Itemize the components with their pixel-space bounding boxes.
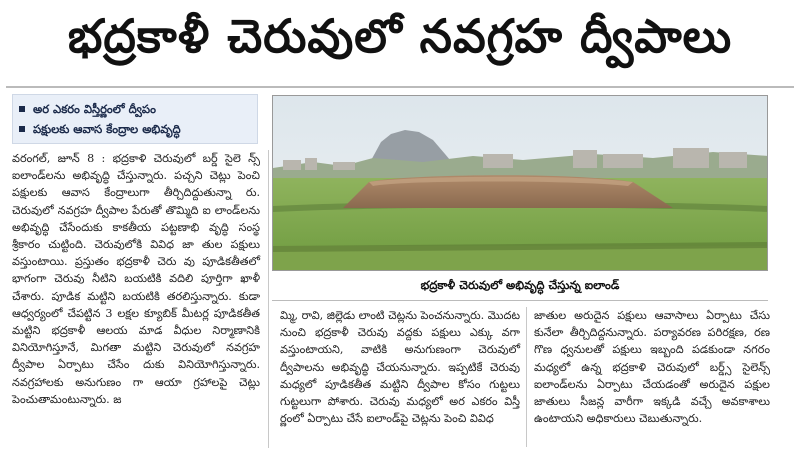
- article-text: మ్మి, రావి, జిల్లెడు లాంటి చెట్లను పెంచనున్నారు. మొదట నుంచి భద్రకాళీ చెరువు వద్దకు పక్షులు ఎక్కు వగా వస్తుంటాయని, వాటికి అనుగుణంగా చెరువులో ద్వీపాలను అభివృద్ధి చేయనున్నారు. ఇప్పటికే చెరువు మధ్యలో పూడికతీత మట్టిని ద్వీపాల కోసం గుట్టలు గుట్టలుగా పోశారు. చెరువు మధ్యలో అర ఎకరం విస్తీ ర్ణంలో ఏర్పాటు చేసే ఐలాండ్‌పై చెట్లను పెంచి వివిధ: [280, 309, 520, 426]
- subhead-item: [19, 99, 251, 119]
- article-text: జాతుల అరుదైన పక్షులు ఆవాసాలు ఏర్పాటు చేసు కునేలా తీర్చిదిద్దనున్నారు. పర్యావరణ పరిరక్షణ, రణ గొణ ధ్వనులతో పక్షులు ఇబ్బంది పడకుండా నగరం మధ్యలో ఉన్న భద్రకాళి చెరువులో బర్డ్స్‌ సైలెన్స్‌ ఐలాండ్‌లను ఏర్పాటు చేయడంతో అరుదైన పక్షుల జాతులు సీజన్ల వారీగా ఇక్కడి వచ్చే అవకాశాలు ఉంటాయని అధికారులు చెబుతున్నారు.: [534, 309, 770, 426]
- caption-rule: [272, 300, 768, 301]
- square-bullet-icon: [19, 106, 25, 112]
- square-bullet-icon: [19, 126, 25, 132]
- article-column-1: [12, 150, 260, 408]
- column-divider: [526, 307, 527, 447]
- column-divider: [268, 150, 269, 448]
- article-column-2: [280, 307, 520, 427]
- headline: భద్రకాళీ చెరువులో నవగ్రహ ద్వీపాలు: [67, 9, 733, 63]
- article-text: వరంగల్‌, జూన్‌ 8 : భద్రకాళి చెరువులో బర్డ్‌ సైలె న్స్‌ ఐలాండ్‌లను అభివృద్ధి చేస్తున్నారు. పచ్చని చెట్లు పెంచి పక్షులకు ఆవాస కేంద్రాలుగా తీర్చిదిద్దుతున్నా రు. చెరువులో నవగ్రహ ద్వీపాల పేరుతో తొమ్మిది ఐ లాండ్‌లను అభివృద్ధి చేసేందుకు కాకతీయ పట్టణాభి వృద్ధి సంస్థ శ్రీకారం చుట్టింది. చెరువులోకి వివిధ జా తుల పక్షులు వస్తుంటాయి. ప్రస్తుతం భద్రకాళీ చెరు వు పూడికతీతలో భాగంగా చెరువు నీటిని బయటికి వదిలి పూర్తిగా ఖాళీ చేశారు. పూడిక మట్టిని బయటికి తరలిస్తున్నారు. కుడా ఆధ్వర్యంలో చేపట్టిన 3 లక్షల క్యూబిక్‌ మీటర్ల పూడికతీత మట్టిని భద్రకాళీ ఆలయ మాడ వీధుల నిర్మాణానికి వినియోగిస్తూనే, మిగతా మట్టిని చెరువులో నవగ్రహ ద్వీపాల ఏర్పాటు చేసేం దుకు వినియోగిస్తున్నారు. నవగ్రహాలకు అనుగుణం గా ఆయా గ్రహాలపై చెట్లు పెంచుతామంటున్నారు. జ: [12, 152, 260, 406]
- subhead-text: పక్షులకు ఆవాస కేంద్రాల అభివృద్ధి: [33, 122, 181, 136]
- headline-rule: [6, 86, 794, 88]
- article-column-3: [534, 307, 770, 427]
- subhead-item: [19, 119, 251, 139]
- subheads-box: [12, 94, 258, 144]
- photo-caption: భద్రకాళీ చెరువులో అభివృద్ధి చేస్తున్న ఐలాండ్: [420, 278, 620, 292]
- news-photo: [272, 95, 768, 271]
- subhead-text: అర ఎకరం విస్తీర్ణంలో ద్వీపం: [33, 102, 156, 116]
